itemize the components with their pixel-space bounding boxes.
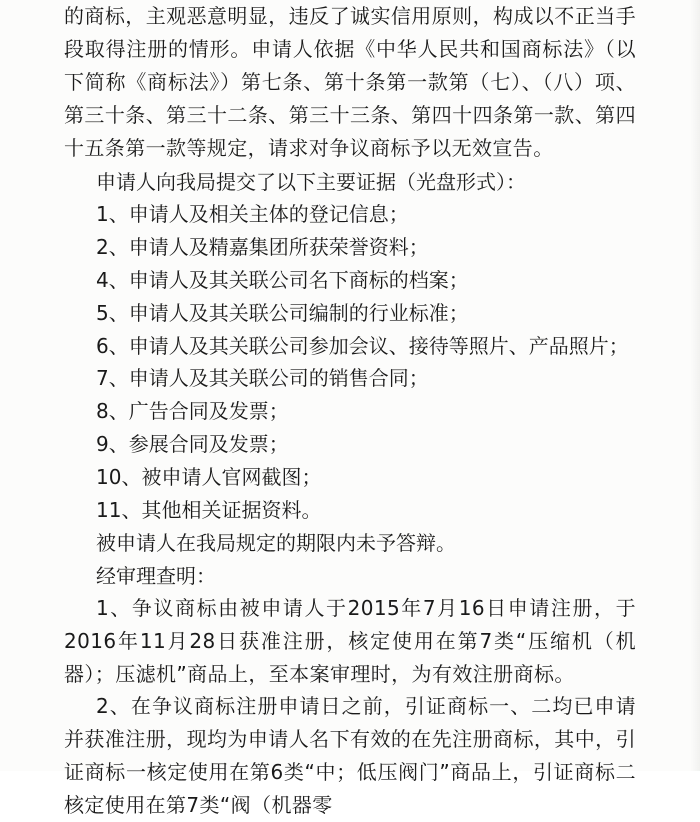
evidence-heading: 申请人向我局提交了以下主要证据（光盘形式）：	[96, 170, 526, 194]
evidence-item: 6、申请人及其关联公司参加会议、接待等照片、产品照片；	[96, 334, 629, 358]
evidence-item: 9、参展合同及发票；	[96, 432, 289, 456]
review-heading: 经审理查明：	[96, 564, 216, 588]
finding-paragraph-1: 1、争议商标由被申请人于2015年7月16日申请注册，于2016年11月28日获准注册，核定使用在第7类“压缩机（机器）；压滤机”商品上，至本案审理时，为有效注册商标。	[64, 596, 636, 686]
finding-paragraph-2: 2、在争议商标注册申请日之前，引证商标一、二均已申请并获准注册，现均为申请人名下有效的在先注册商标，其中，引证商标一核定使用在第6类“中；低压阀门”商品上，引证商标二核定使用在第7类“阀（机器零	[64, 694, 636, 817]
evidence-item: 8、广告合同及发票；	[96, 399, 289, 423]
scan-edge-shading	[690, 0, 700, 771]
evidence-item: 2、申请人及精嘉集团所获荣誉资料；	[96, 235, 429, 259]
evidence-item: 4、申请人及其关联公司名下商标的档案；	[96, 268, 469, 292]
intro-paragraph: 的商标，主观恶意明显，违反了诚实信用原则，构成以不正当手段取得注册的情形。申请人依据《中华人民共和国商标法》（以下简称《商标法》）第七条、第十条第一款第（七）、（八）项、第三十条、第三十二条、第三十三条、第四十四条第一款、第四十五条第一款等规定，请求对争议商标予以无效宣告。	[64, 4, 636, 160]
evidence-item: 1、申请人及相关主体的登记信息；	[96, 202, 409, 226]
evidence-item: 10、被申请人官网截图；	[96, 465, 322, 489]
respondent-statement: 被申请人在我局规定的期限内未予答辩。	[96, 531, 456, 555]
evidence-item: 5、申请人及其关联公司编制的行业标准；	[96, 301, 469, 325]
evidence-item: 7、申请人及其关联公司的销售合同；	[96, 366, 429, 390]
evidence-item: 11、其他相关证据资料。	[96, 498, 322, 522]
